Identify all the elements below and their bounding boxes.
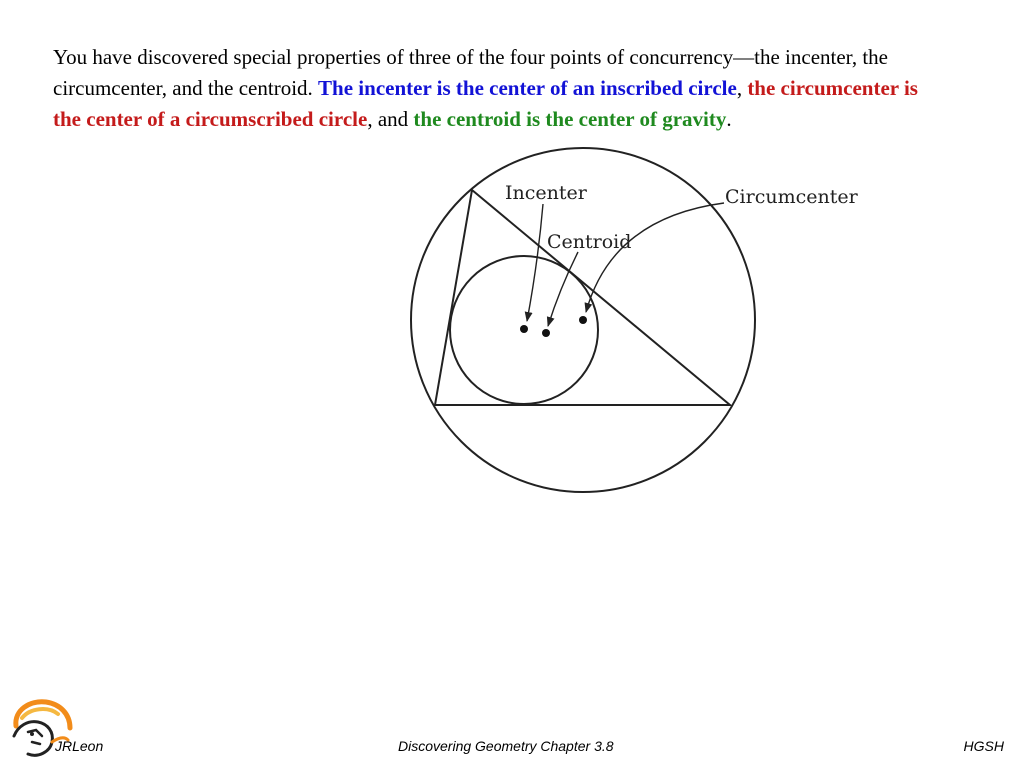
- triangle: [435, 190, 730, 405]
- separator-1: ,: [736, 76, 748, 100]
- incenter-arrow: [527, 204, 543, 321]
- incenter-label: Incenter: [505, 182, 587, 204]
- footer-author: JRLeon: [55, 738, 104, 754]
- separator-2: , and: [367, 107, 414, 131]
- circumcenter-fact: the circumcenter is the center of a circumscribed circle: [53, 76, 918, 131]
- circumcenter-arrow: [586, 203, 724, 312]
- incenter-fact: The incenter is the center of an inscribed circle: [318, 76, 737, 100]
- centroid-point: [542, 329, 550, 337]
- footer-title: Discovering Geometry Chapter 3.8: [398, 738, 614, 754]
- intro-text: You have discovered special properties of three of the four points of concurrency—the incenter, the circumcenter, and the centroid.: [53, 45, 888, 100]
- footer-school: HGSH: [963, 738, 1004, 754]
- centroid-fact: the centroid is the center of gravity: [413, 107, 727, 131]
- centroid-label: Centroid: [547, 231, 632, 253]
- circumcenter-label: Circumcenter: [725, 186, 858, 208]
- paragraph-end: .: [726, 107, 732, 131]
- incenter-point: [520, 325, 528, 333]
- centroid-arrow: [548, 252, 578, 326]
- circumcenter-point: [579, 316, 587, 324]
